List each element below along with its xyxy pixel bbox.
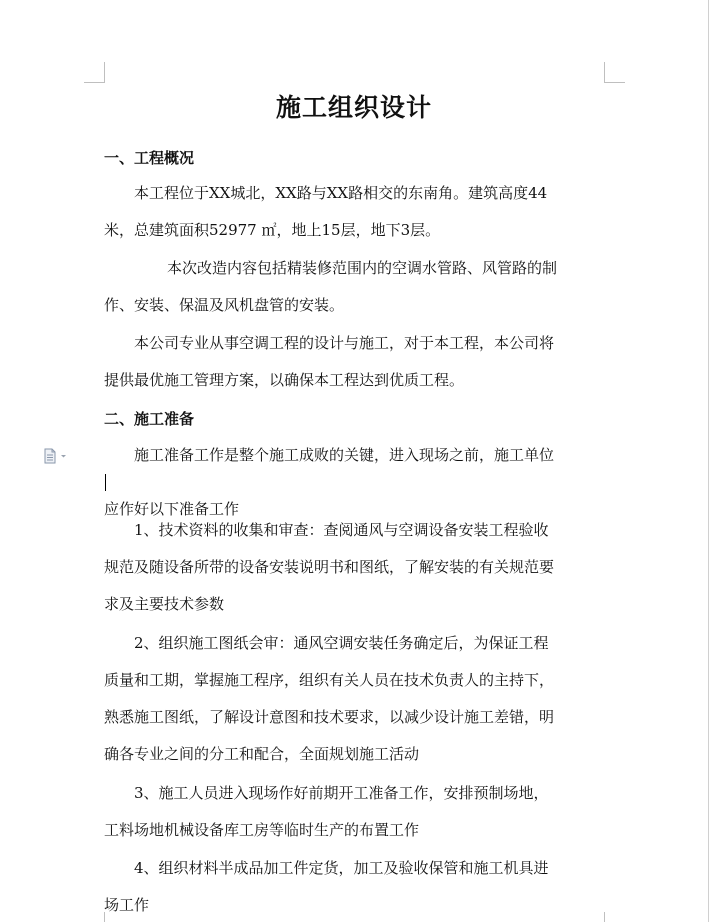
paragraph: 本公司专业从事空调工程的设计与施工，对于本工程，本公司将 提供最优施工管理方案，以确保本工程达到优质工程。 xyxy=(104,334,555,389)
document-paragraph-icon[interactable] xyxy=(44,448,68,464)
page-edge xyxy=(708,0,709,922)
document-title: 施工组织设计 xyxy=(275,93,432,122)
section-heading: 一、工程概况 xyxy=(104,149,195,167)
text-cursor xyxy=(105,474,106,491)
paragraph: 4、组织材料半成品加工件定货，加工及验收保管和施工机具进 场工作 xyxy=(104,859,549,914)
section-heading: 二、施工准备 xyxy=(104,410,195,428)
margin-corner-bottom-right xyxy=(604,912,625,922)
margin-corner-top-right xyxy=(604,62,625,83)
paragraph: 本次改造内容包括精装修范围内的空调水管路、风管路的制 作、安装、保温及风机盘管的安装。 xyxy=(104,259,558,314)
paragraph: 施工准备工作是整个施工成败的关键，进入现场之前，施工单位 应作好以下准备工作 xyxy=(104,446,555,518)
paragraph: 本工程位于XX城北，XX路与XX路相交的东南角。建筑高度44 米，总建筑面积52977 ㎡，地上15层，地下3层。 xyxy=(104,184,548,239)
paragraph: 1、技术资料的收集和审查：查阅通风与空调设备安装工程验收 规范及随设备所带的设备安装说明书和图纸，了解安装的有关规范要 求及主要技术参数 xyxy=(104,521,555,613)
margin-corner-bottom-left xyxy=(84,912,105,922)
document-body[interactable] xyxy=(104,82,604,914)
paragraph: 2、组织施工图纸会审：通风空调安装任务确定后，为保证工程 质量和工期，掌握施工程序，组织有关人员在技术负责人的主持下， 熟悉施工图纸，了解设计意图和技术要求，以减少设计施工差错，明 确各专业之间的分工和配合，全面规划施工活动 xyxy=(104,634,555,763)
paragraph: 3、施工人员进入现场作好前期开工准备工作，安排预制场地， 工料场地机械设备库工房等临时生产的布置工作 xyxy=(104,784,549,839)
margin-corner-top-left xyxy=(84,62,105,83)
